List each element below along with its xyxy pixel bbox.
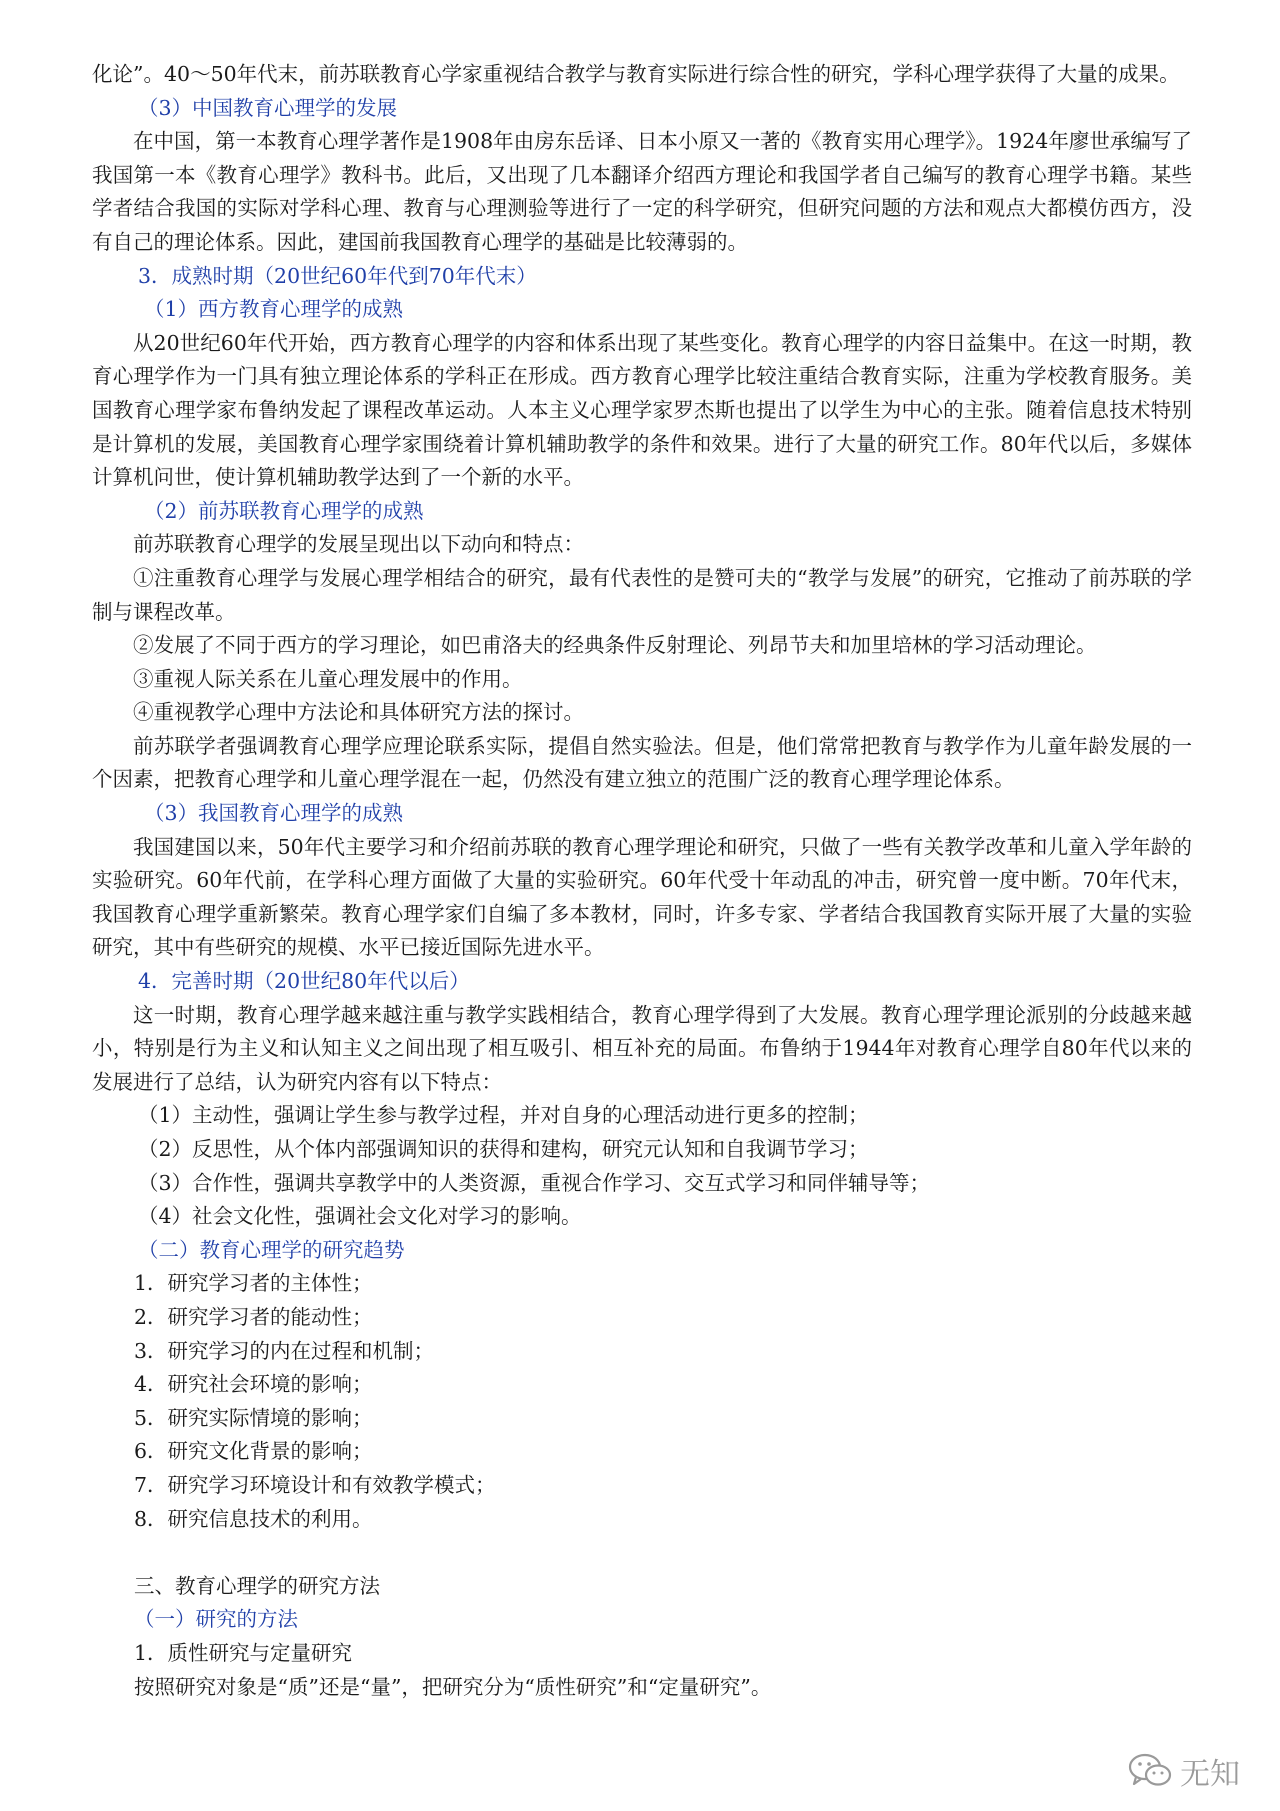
heading-research-methods: 三、教育心理学的研究方法 xyxy=(134,1573,380,1598)
list-item: ③重视人际关系在儿童心理发展中的作用。 xyxy=(133,666,523,691)
paragraph-quality-quantity: 按照研究对象是“质”还是“量”，把研究分为“质性研究”和“定量研究”。 xyxy=(134,1674,772,1699)
heading-research-trend: （二）教育心理学的研究趋势 xyxy=(138,1237,405,1262)
list-item: ②发展了不同于西方的学习理论，如巴甫洛夫的经典条件反射理论、列昂节夫和加里培林的学习活动理论。 xyxy=(133,633,1097,658)
trend-item: 7．研究学习环境设计和有效教学模式； xyxy=(134,1472,496,1497)
paragraph-ussr-summary: 前苏联学者强调教育心理学应理论联系实际，提倡自然实验法。但是，他们常常把教育与教学作为儿童年龄发展的一个因素，把教育心理学和儿童心理学混在一起，仍然没有建立独立的范围广泛的教育心理学理论体系。 xyxy=(92,733,1192,792)
heading-our-mature: （3）我国教育心理学的成熟 xyxy=(144,801,404,826)
trend-item: 1．研究学习者的主体性； xyxy=(134,1271,373,1296)
paragraph-perfect-period: 这一时期，教育心理学越来越注重与教学实践相结合，教育心理学得到了大发展。教育心理学理论派别的分歧越来越小，特别是行为主义和认知主义之间出现了相互吸引、相互补充的局面。布鲁纳于1944年对教育心理学自80年代以来的发展进行了总结，认为研究内容有以下特点： xyxy=(92,1002,1192,1094)
list-item: ④重视教学心理中方法论和具体研究方法的探讨。 xyxy=(133,700,584,725)
feature-item: （2）反思性，从个体内部强调知识的获得和建构，研究元认知和自我调节学习； xyxy=(138,1137,869,1161)
wechat-icon xyxy=(1128,1753,1172,1789)
feature-item: （1）主动性，强调让学生参与教学过程，并对自身的心理活动进行更多的控制； xyxy=(138,1103,869,1128)
heading-mature-period: 3．成熟时期（20世纪60年代到70年代末） xyxy=(138,263,537,288)
trend-item: 3．研究学习的内在过程和机制； xyxy=(134,1338,435,1363)
paragraph-china-development: 在中国，第一本教育心理学著作是1908年由房东岳译、日本小原又一著的《教育实用心理学》。1924年廖世承编写了我国第一本《教育心理学》教科书。此后，又出现了几本翻译介绍西方理论和我国学者自己编写的教育心理学书籍。某些学者结合我国的实际对学科心理、教育与心理测验等进行了一定的科学研究，但研究问题的方法和观点大都模仿西方，没有自己的理论体系。因此，建国前我国教育心理学的基础是比较薄弱的。 xyxy=(92,129,1192,254)
paragraph-west-mature: 从20世纪60年代开始，西方教育心理学的内容和体系出现了某些变化。教育心理学的内容日益集中。在这一时期，教育心理学作为一门具有独立理论体系的学科正在形成。西方教育心理学比较注重结合教育实际，注重为学校教育服务。美国教育心理学家布鲁纳发起了课程改革运动。人本主义心理学家罗杰斯也提出了以学生为中心的主张。随着信息技术特别是计算机的发展，美国教育心理学家围绕着计算机辅助教学的条件和效果。进行了大量的研究工作。80年代以后，多媒体计算机问世，使计算机辅助教学达到了一个新的水平。 xyxy=(92,330,1192,490)
document-page xyxy=(92,58,1192,1704)
heading-perfect-period: 4．完善时期（20世纪80年代以后） xyxy=(138,969,470,994)
trend-item: 4．研究社会环境的影响； xyxy=(134,1372,373,1397)
trend-item: 2．研究学习者的能动性； xyxy=(134,1304,373,1329)
watermark xyxy=(1128,1749,1240,1793)
paragraph-ussr-intro: 前苏联教育心理学的发展呈现出以下动向和特点： xyxy=(133,532,584,557)
spacer xyxy=(92,1536,1192,1570)
heading-china-development: （3）中国教育心理学的发展 xyxy=(138,95,398,120)
feature-item: （3）合作性，强调共享教学中的人类资源，重视合作学习、交互式学习和同伴辅导等； xyxy=(138,1170,931,1195)
trend-item: 8．研究信息技术的利用。 xyxy=(134,1506,373,1531)
heading-ussr-mature: （2）前苏联教育心理学的成熟 xyxy=(144,498,424,523)
watermark-text: 无知 xyxy=(1180,1757,1240,1792)
trend-item: 6．研究文化背景的影响； xyxy=(134,1439,373,1464)
paragraph-our-mature: 我国建国以来，50年代主要学习和介绍前苏联的教育心理学理论和研究，只做了一些有关教学改革和儿童入学年龄的实验研究。60年代前，在学科心理方面做了大量的实验研究。60年代受十年动乱的冲击，研究曾一度中断。70年代末，我国教育心理学重新繁荣。教育心理学家们自编了多本教材，同时，许多专家、学者结合我国教育实际开展了大量的实验研究，其中有些研究的规模、水平已接近国际先进水平。 xyxy=(92,834,1192,960)
feature-item: （4）社会文化性，强调社会文化对学习的影响。 xyxy=(138,1204,582,1229)
heading-west-mature: （1）西方教育心理学的成熟 xyxy=(144,297,404,322)
list-item: ①注重教育心理学与发展心理学相结合的研究，最有代表性的是赞可夫的“教学与发展”的研究，它推动了前苏联的学制与课程改革。 xyxy=(92,565,1192,624)
heading-quality-quantity: 1．质性研究与定量研究 xyxy=(134,1640,353,1665)
trend-item: 5．研究实际情境的影响； xyxy=(134,1405,373,1430)
paragraph-ussr-early: 化论”。40～50年代末，前苏联教育心学家重视结合教学与教育实际进行综合性的研究，学科心理学获得了大量的成果。 xyxy=(92,62,1180,86)
heading-method-sub: （一）研究的方法 xyxy=(134,1607,298,1632)
